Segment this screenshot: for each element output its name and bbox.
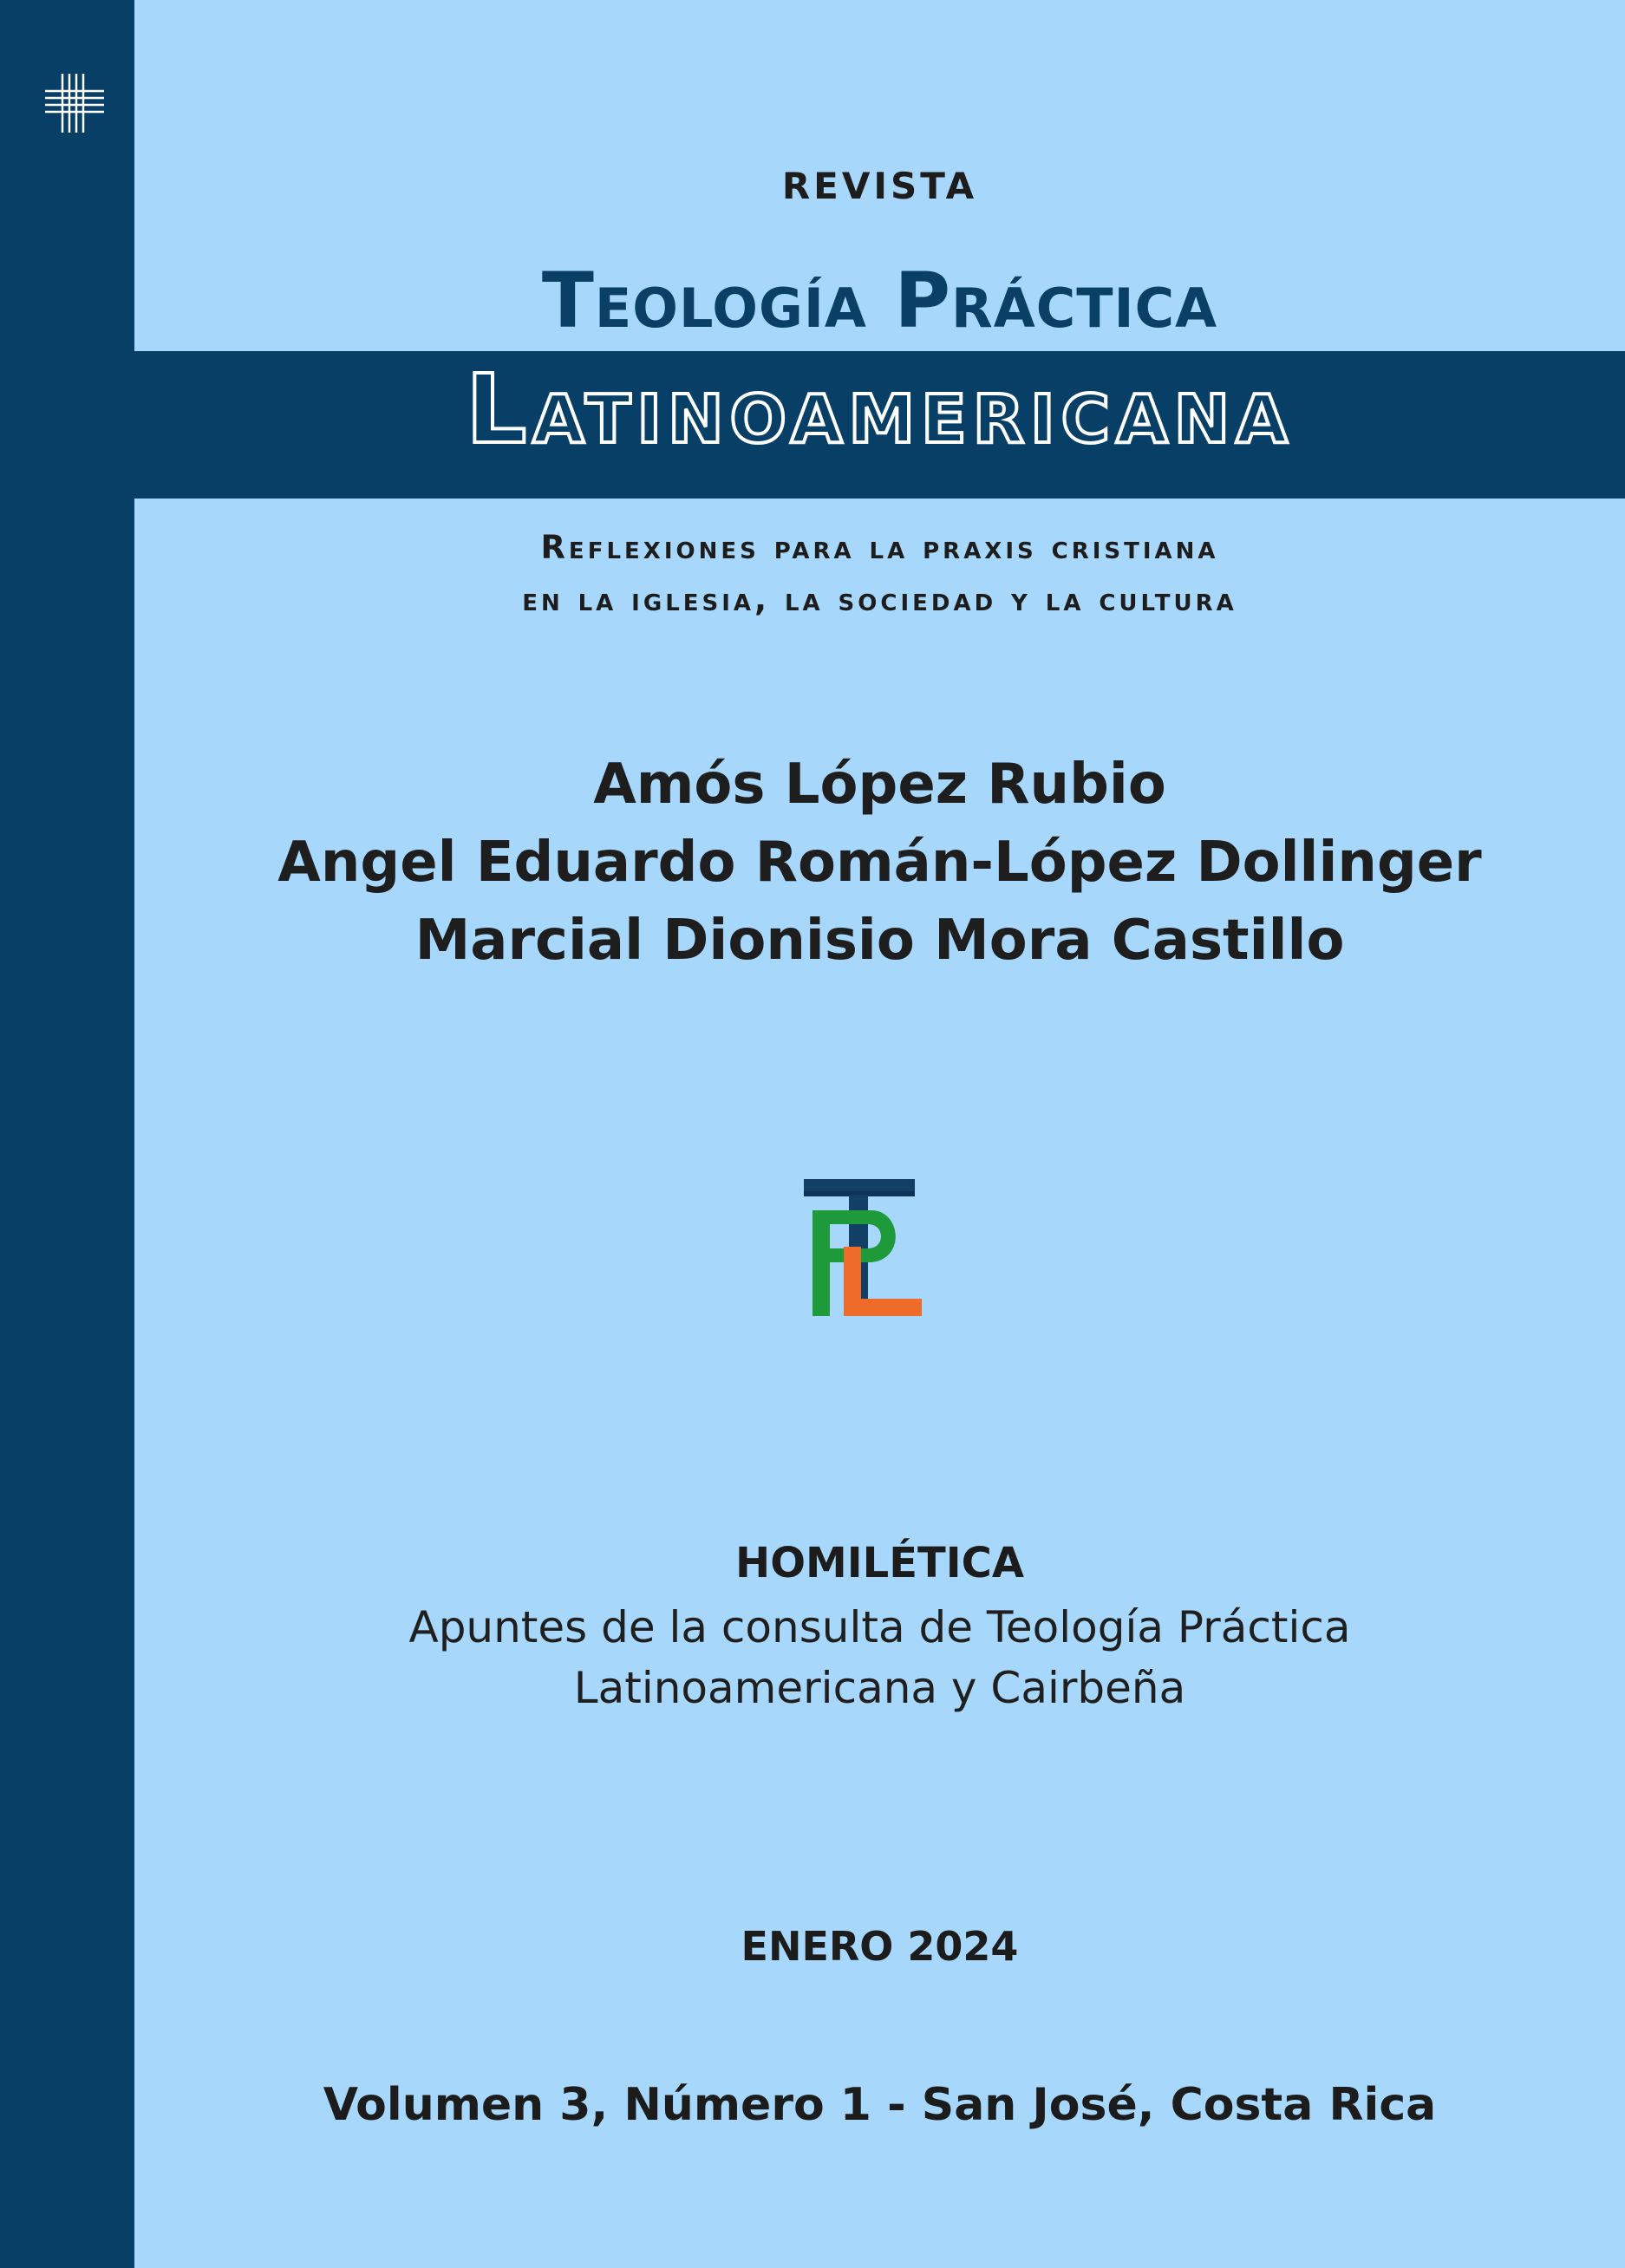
left-spine	[0, 0, 134, 2268]
section-title: HOMILÉTICA	[735, 1539, 1024, 1587]
journal-subtitle-line1: Reflexiones para la praxis cristiana	[540, 529, 1219, 566]
tpl-logo	[804, 1179, 922, 1322]
journal-title-line2: Latinoamericana	[466, 354, 1294, 465]
issue-volume: Volumen 3, Número 1 - San José, Costa Rica	[323, 2079, 1437, 2131]
woven-cross-icon	[43, 72, 106, 134]
issue-date: ENERO 2024	[741, 1923, 1019, 1970]
author-name: Marcial Dionisio Mora Castillo	[414, 909, 1345, 973]
journal-title-line1: Teología Práctica	[541, 256, 1218, 345]
journal-kicker: REVISTA	[781, 165, 978, 207]
section-description-line2: Latinoamericana y Cairbeña	[573, 1663, 1186, 1713]
author-name: Angel Eduardo Román-López Dollinger	[277, 831, 1482, 895]
author-name: Amós López Rubio	[593, 753, 1166, 817]
section-description-line1: Apuntes de la consulta de Teología Práctica	[408, 1602, 1351, 1652]
journal-subtitle-line2: en la iglesia, la sociedad y la cultura	[522, 581, 1237, 618]
